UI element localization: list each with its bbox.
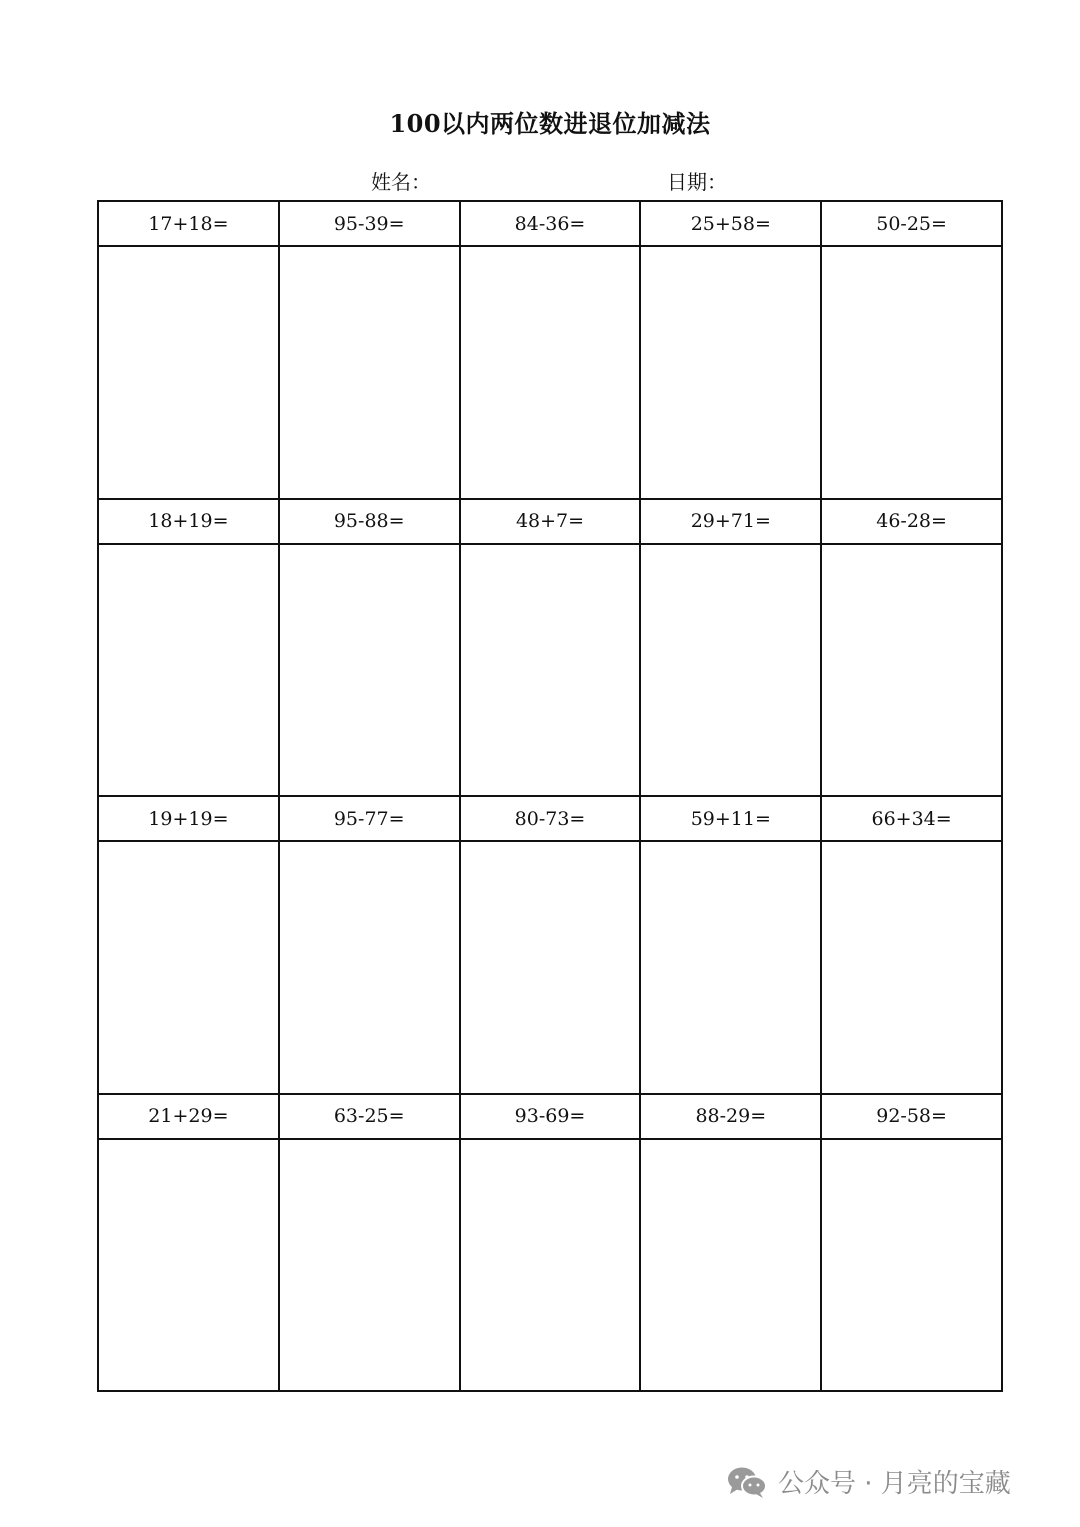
work-area bbox=[461, 545, 640, 796]
problem-text: 80-73= bbox=[461, 797, 640, 842]
work-area bbox=[461, 247, 640, 498]
problem-cell bbox=[641, 1095, 822, 1393]
problem-text: 59+11= bbox=[641, 797, 820, 842]
work-area bbox=[99, 545, 278, 796]
work-area bbox=[641, 1140, 820, 1391]
problem-text: 88-29= bbox=[641, 1095, 820, 1140]
work-area bbox=[461, 1140, 640, 1391]
problem-cell bbox=[280, 500, 461, 798]
problem-cell bbox=[280, 797, 461, 1095]
work-area bbox=[641, 247, 820, 498]
problem-text: 63-25= bbox=[280, 1095, 459, 1140]
problem-text: 66+34= bbox=[822, 797, 1001, 842]
problem-cell bbox=[822, 202, 1003, 500]
problem-cell bbox=[461, 797, 642, 1095]
name-label: 姓名： bbox=[371, 170, 431, 194]
problem-text: 46-28= bbox=[822, 500, 1001, 545]
problem-cell bbox=[99, 500, 280, 798]
problem-cell bbox=[641, 202, 822, 500]
worksheet-title: 100以内两位数进退位加减法 bbox=[389, 109, 711, 138]
problem-text: 95-88= bbox=[280, 500, 459, 545]
work-area bbox=[99, 1140, 278, 1391]
problem-text: 50-25= bbox=[822, 202, 1001, 247]
problem-text: 18+19= bbox=[99, 500, 278, 545]
problem-text: 21+29= bbox=[99, 1095, 278, 1140]
work-area bbox=[280, 842, 459, 1093]
work-area bbox=[280, 1140, 459, 1391]
watermark-text: 公众号 · 月亮的宝藏 bbox=[778, 1469, 1011, 1499]
problem-cell bbox=[461, 1095, 642, 1393]
work-area bbox=[822, 545, 1001, 796]
date-label: 日期： bbox=[667, 170, 727, 194]
work-area bbox=[822, 247, 1001, 498]
problem-cell bbox=[280, 202, 461, 500]
work-area bbox=[280, 545, 459, 796]
work-area bbox=[461, 842, 640, 1093]
problem-text: 25+58= bbox=[641, 202, 820, 247]
problem-cell bbox=[280, 1095, 461, 1393]
problem-text: 92-58= bbox=[822, 1095, 1001, 1140]
work-area bbox=[641, 545, 820, 796]
problem-cell bbox=[641, 500, 822, 798]
problem-cell bbox=[461, 500, 642, 798]
problem-cell bbox=[822, 1095, 1003, 1393]
work-area bbox=[822, 1140, 1001, 1391]
problem-cell bbox=[99, 797, 280, 1095]
problem-cell bbox=[641, 797, 822, 1095]
work-area bbox=[822, 842, 1001, 1093]
problem-cell bbox=[461, 202, 642, 500]
problem-cell bbox=[99, 202, 280, 500]
work-area bbox=[641, 842, 820, 1093]
problem-text: 17+18= bbox=[99, 202, 278, 247]
problem-text: 29+71= bbox=[641, 500, 820, 545]
problem-cell bbox=[822, 797, 1003, 1095]
problem-text: 95-39= bbox=[280, 202, 459, 247]
problem-text: 84-36= bbox=[461, 202, 640, 247]
work-area bbox=[99, 247, 278, 498]
problem-cell bbox=[822, 500, 1003, 798]
problem-text: 48+7= bbox=[461, 500, 640, 545]
wechat-icon bbox=[726, 1465, 768, 1499]
problem-text: 95-77= bbox=[280, 797, 459, 842]
problem-cell bbox=[99, 1095, 280, 1393]
problem-grid bbox=[97, 200, 1003, 1392]
work-area bbox=[99, 842, 278, 1093]
account-watermark bbox=[726, 1463, 1011, 1500]
problem-text: 19+19= bbox=[99, 797, 278, 842]
problem-text: 93-69= bbox=[461, 1095, 640, 1140]
work-area bbox=[280, 247, 459, 498]
